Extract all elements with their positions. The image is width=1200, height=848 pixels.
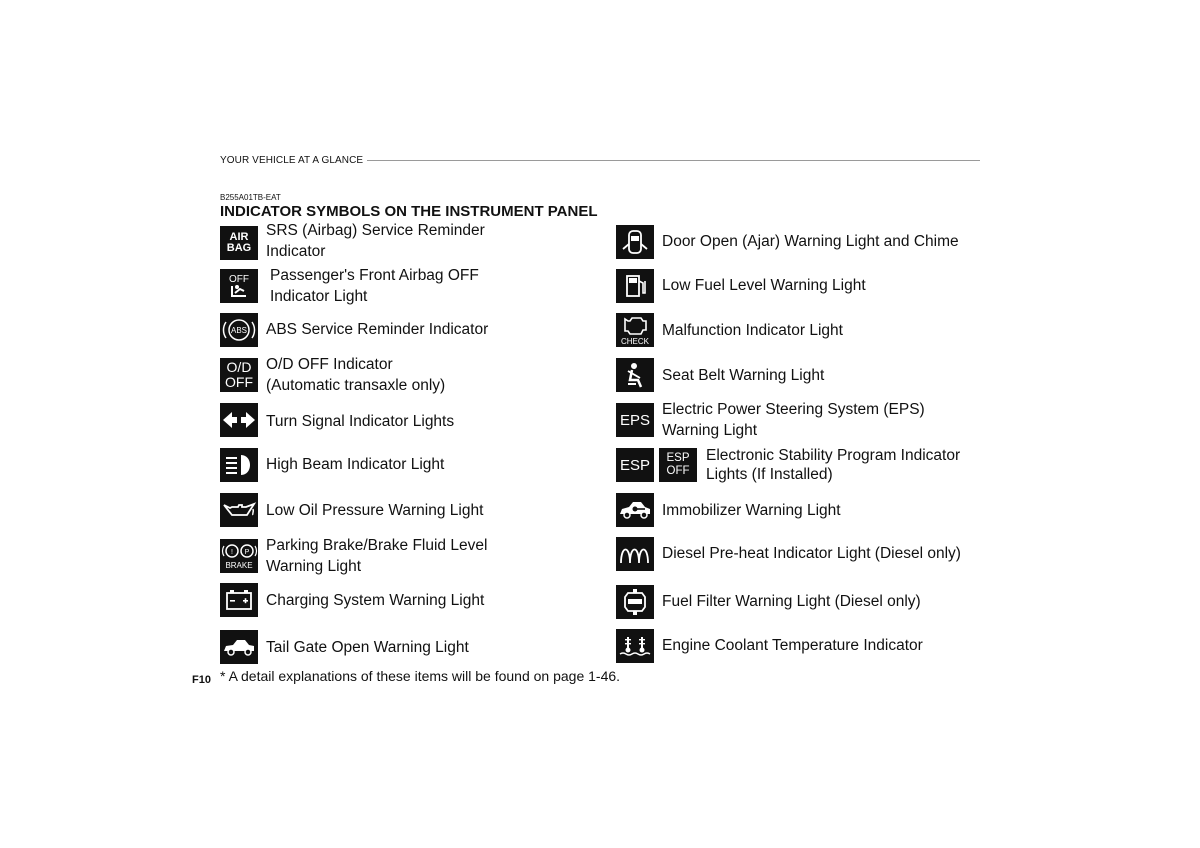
- header-rule: [367, 160, 980, 161]
- document-code: B255A01TB-EAT: [220, 193, 281, 202]
- fuel-filter-icon: [616, 585, 654, 619]
- indicator-item-immobilizer: [616, 493, 986, 529]
- preheat-coil-icon: [616, 537, 654, 571]
- indicator-label: Seat Belt Warning Light: [662, 367, 825, 384]
- od-off-icon: O/D OFF: [220, 358, 258, 392]
- svg-text:CHECK: CHECK: [620, 337, 650, 346]
- indicator-label: Electronic Stability Program Indicator Lights (If Installed): [706, 447, 961, 483]
- indicator-item-tail-gate: [220, 630, 600, 666]
- high-beam-icon: [220, 448, 258, 482]
- indicator-label: ABS Service Reminder Indicator: [266, 321, 489, 338]
- indicator-item-door-open: [616, 225, 986, 261]
- section-title: YOUR VEHICLE AT A GLANCE: [220, 155, 364, 166]
- indicator-item-passenger-airbag-off: [220, 269, 600, 313]
- tail-gate-icon: [220, 630, 258, 664]
- coolant-temp-icon: [616, 629, 654, 663]
- indicator-label: SRS (Airbag) Service Reminder Indicator: [266, 222, 485, 260]
- indicator-item-high-beam: [220, 448, 600, 484]
- indicator-label: Diesel Pre-heat Indicator Light (Diesel only): [662, 545, 961, 562]
- esp-icon: ESP: [616, 448, 654, 482]
- indicator-label: Fuel Filter Warning Light (Diesel only): [662, 593, 921, 610]
- indicator-label: Passenger's Front Airbag OFF Indicator Light: [270, 267, 479, 305]
- page-header: [220, 155, 980, 167]
- oil-can-icon: [220, 493, 258, 527]
- indicator-label: Immobilizer Warning Light: [662, 502, 841, 519]
- immobilizer-icon: [616, 493, 654, 527]
- indicator-item-esp: [616, 448, 986, 492]
- indicator-label: Tail Gate Open Warning Light: [266, 639, 469, 656]
- turn-signal-icon: [220, 403, 258, 437]
- indicator-item-preheat: [616, 537, 986, 573]
- indicator-label: Turn Signal Indicator Lights: [266, 413, 455, 430]
- check-engine-icon: [616, 313, 654, 347]
- indicator-label: Engine Coolant Temperature Indicator: [662, 637, 923, 654]
- indicator-label: Charging System Warning Light: [266, 592, 485, 609]
- indicator-label: Door Open (Ajar) Warning Light and Chime: [662, 233, 959, 250]
- svg-text:OFF: OFF: [229, 274, 249, 285]
- airbag-icon: AIR BAG: [220, 226, 258, 260]
- brake-icon: [220, 539, 258, 573]
- eps-icon: EPS: [616, 403, 654, 437]
- indicator-item-eps: [616, 403, 986, 447]
- svg-text:P: P: [244, 549, 250, 556]
- indicator-item-turn-signal: [220, 403, 600, 439]
- indicator-label: Low Fuel Level Warning Light: [662, 277, 866, 294]
- door-open-icon: [616, 225, 654, 259]
- page-number: F10: [192, 674, 211, 686]
- seat-belt-icon: [616, 358, 654, 392]
- indicator-label: Parking Brake/Brake Fluid Level Warning Light: [266, 537, 488, 575]
- indicator-item-coolant-temp: [616, 629, 986, 665]
- indicator-label: Malfunction Indicator Light: [662, 322, 843, 339]
- svg-text:!: !: [231, 549, 233, 556]
- indicator-item-charging: [220, 583, 600, 619]
- indicator-label: High Beam Indicator Light: [266, 456, 445, 473]
- indicator-item-airbag: [220, 222, 600, 270]
- indicator-item-od-off: [220, 358, 600, 402]
- indicator-item-abs: [220, 313, 600, 349]
- page-title: INDICATOR SYMBOLS ON THE INSTRUMENT PANEL: [220, 203, 598, 220]
- indicator-label: O/D OFF Indicator (Automatic transaxle only): [266, 356, 446, 394]
- passenger-airbag-off-icon: [220, 269, 258, 303]
- footnote: * A detail explanations of these items will be found on page 1-46.: [220, 668, 621, 684]
- battery-icon: [220, 583, 258, 617]
- indicator-label: Electric Power Steering System (EPS) Warning Light: [662, 401, 925, 439]
- indicator-item-low-oil-pressure: [220, 493, 600, 529]
- svg-text:BRAKE: BRAKE: [225, 561, 253, 570]
- indicator-label: Low Oil Pressure Warning Light: [266, 502, 484, 519]
- svg-text:ABS: ABS: [230, 326, 248, 335]
- indicator-item-malfunction: [616, 313, 986, 349]
- fuel-pump-icon: [616, 269, 654, 303]
- indicator-item-brake: [220, 539, 600, 583]
- indicator-item-fuel-filter: [616, 585, 986, 621]
- esp-off-icon: ESP OFF: [659, 448, 697, 482]
- indicator-item-seat-belt: [616, 358, 986, 394]
- abs-icon: [220, 313, 258, 347]
- indicator-item-low-fuel: [616, 269, 986, 305]
